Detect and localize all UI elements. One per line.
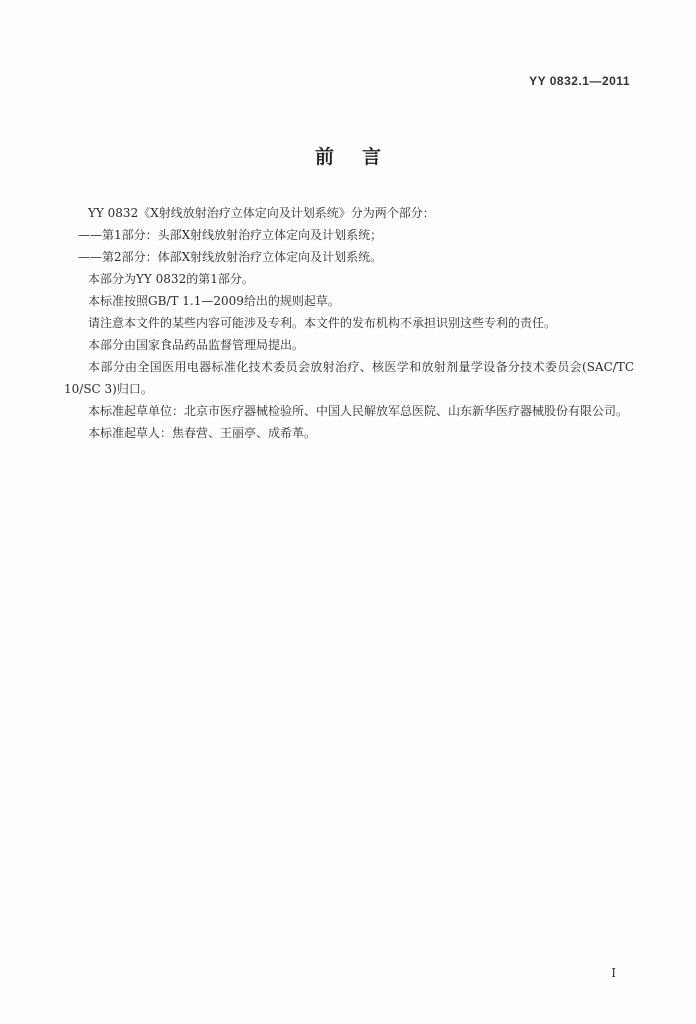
paragraph-drafting-rules: 本标准按照GB/T 1.1—2009给出的规则起草。 <box>88 294 340 308</box>
list-item-part-1: ——第1部分：头部X射线放射治疗立体定向及计划系统； <box>78 228 383 242</box>
paragraph-part-scope: 本部分为YY 0832的第1部分。 <box>88 272 254 286</box>
paragraph-patent-notice: 请注意本文件的某些内容可能涉及专利。本文件的发布机构不承担识别这些专利的责任。 <box>88 316 557 330</box>
paragraph-intro: YY 0832《X射线放射治疗立体定向及计划系统》分为两个部分： <box>88 206 435 220</box>
page-number: I <box>611 966 616 980</box>
list-item-part-2: ——第2部分：体部X射线放射治疗立体定向及计划系统。 <box>78 250 383 264</box>
document-body <box>64 202 634 444</box>
paragraph-drafters: 本标准起草人：焦春营、王丽亭、成希革。 <box>88 426 317 440</box>
document-id: YY 0832.1—2011 <box>529 74 630 88</box>
paragraph-committee: 本部分由全国医用电器标准化技术委员会放射治疗、核医学和放射剂量学设备分技术委员会(SAC/TC 10/SC 3)归口。 <box>64 360 634 396</box>
paragraph-proposer: 本部分由国家食品药品监督管理局提出。 <box>88 338 305 352</box>
paragraph-drafting-units: 本标准起草单位：北京市医疗器械检验所、中国人民解放军总医院、山东新华医疗器械股份有限公司。 <box>88 404 629 418</box>
page-title: 前言 <box>314 146 409 168</box>
